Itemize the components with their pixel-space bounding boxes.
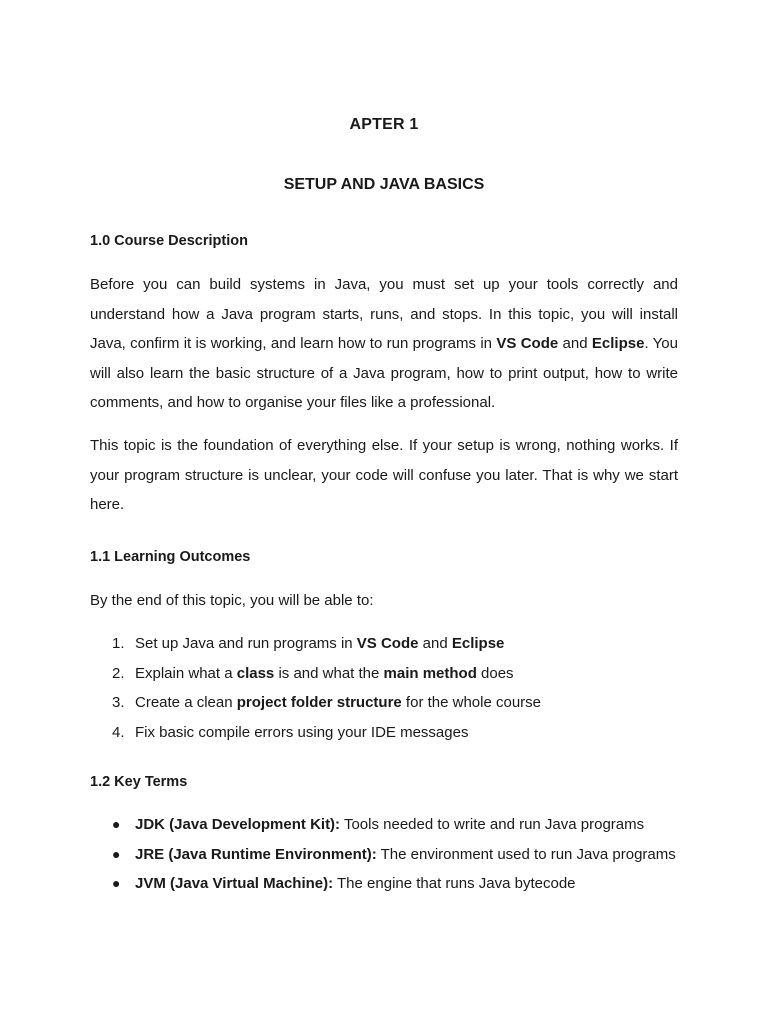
list-item <box>90 629 678 659</box>
bold-term: VS Code <box>356 635 419 653</box>
list-item <box>90 718 678 748</box>
para-text: . You will also learn the basic structure of a Java program, how to print output, how to write comments, and how to organise your files like a professional. <box>90 335 678 412</box>
item-text: Create a clean <box>135 694 237 712</box>
item-text: and <box>418 635 452 653</box>
section-heading-course-description: 1.0 Course Description <box>90 233 248 249</box>
section-heading-learning-outcomes: 1.1 Learning Outcomes <box>90 548 251 565</box>
para-text: and <box>558 335 592 353</box>
list-item <box>90 840 678 870</box>
key-term-description: The environment used to run Java programs <box>376 845 676 863</box>
key-term: JRE (Java Runtime Environment): <box>135 845 377 863</box>
bullet-icon: ● <box>112 816 121 833</box>
key-term-description: The engine that runs Java bytecode <box>333 875 576 893</box>
item-text: does <box>476 664 514 682</box>
section-heading-key-terms: 1.2 Key Terms <box>90 774 188 791</box>
list-number: 3. <box>112 694 125 712</box>
item-text: for the whole course <box>401 694 542 712</box>
bullet-icon: ● <box>112 845 121 862</box>
key-terms-list <box>90 810 678 899</box>
item-text: Explain what a <box>135 664 237 682</box>
list-item <box>90 659 678 689</box>
list-item <box>90 688 678 718</box>
bold-term-vs-code: VS Code <box>496 335 559 353</box>
list-number: 2. <box>112 664 125 682</box>
list-number: 4. <box>112 723 125 741</box>
bold-term: project folder structure <box>236 694 402 712</box>
para-text: Before you can build systems in Java, you must set up your tools correctly and understand how a Java program starts, runs, and stops. In this topic, you will install Java, confirm it is working, and learn how to run programs in <box>90 276 678 353</box>
key-term: JVM (Java Virtual Machine): <box>135 875 334 893</box>
document-body <box>90 229 678 899</box>
bold-term-eclipse: Eclipse <box>591 335 645 353</box>
chapter-subtitle: SETUP AND JAVA BASICS <box>283 176 485 193</box>
list-item <box>90 869 678 899</box>
item-text: is and what the <box>274 664 384 682</box>
item-text: Set up Java and run programs in <box>135 635 357 653</box>
learning-outcomes-list <box>90 629 678 747</box>
list-number: 1. <box>112 635 125 653</box>
item-text: Fix basic compile errors using your IDE messages <box>135 723 469 741</box>
key-term: JDK (Java Development Kit): <box>135 816 341 834</box>
learning-outcomes-intro: By the end of this topic, you will be able to: <box>90 591 374 609</box>
chapter-title: APTER 1 <box>349 116 419 133</box>
course-description-paragraph-2: This topic is the foundation of everything else. If your setup is wrong, nothing works. If your program structure is unclear, your code will confuse you later. That is why we start here. <box>90 436 678 514</box>
course-description-paragraph-1 <box>90 270 678 418</box>
bullet-icon: ● <box>112 875 121 892</box>
bold-term: main method <box>383 664 477 682</box>
key-term-description: Tools needed to write and run Java programs <box>340 816 645 834</box>
list-item <box>90 810 678 840</box>
bold-term: class <box>236 664 275 682</box>
bold-term: Eclipse <box>451 635 505 653</box>
